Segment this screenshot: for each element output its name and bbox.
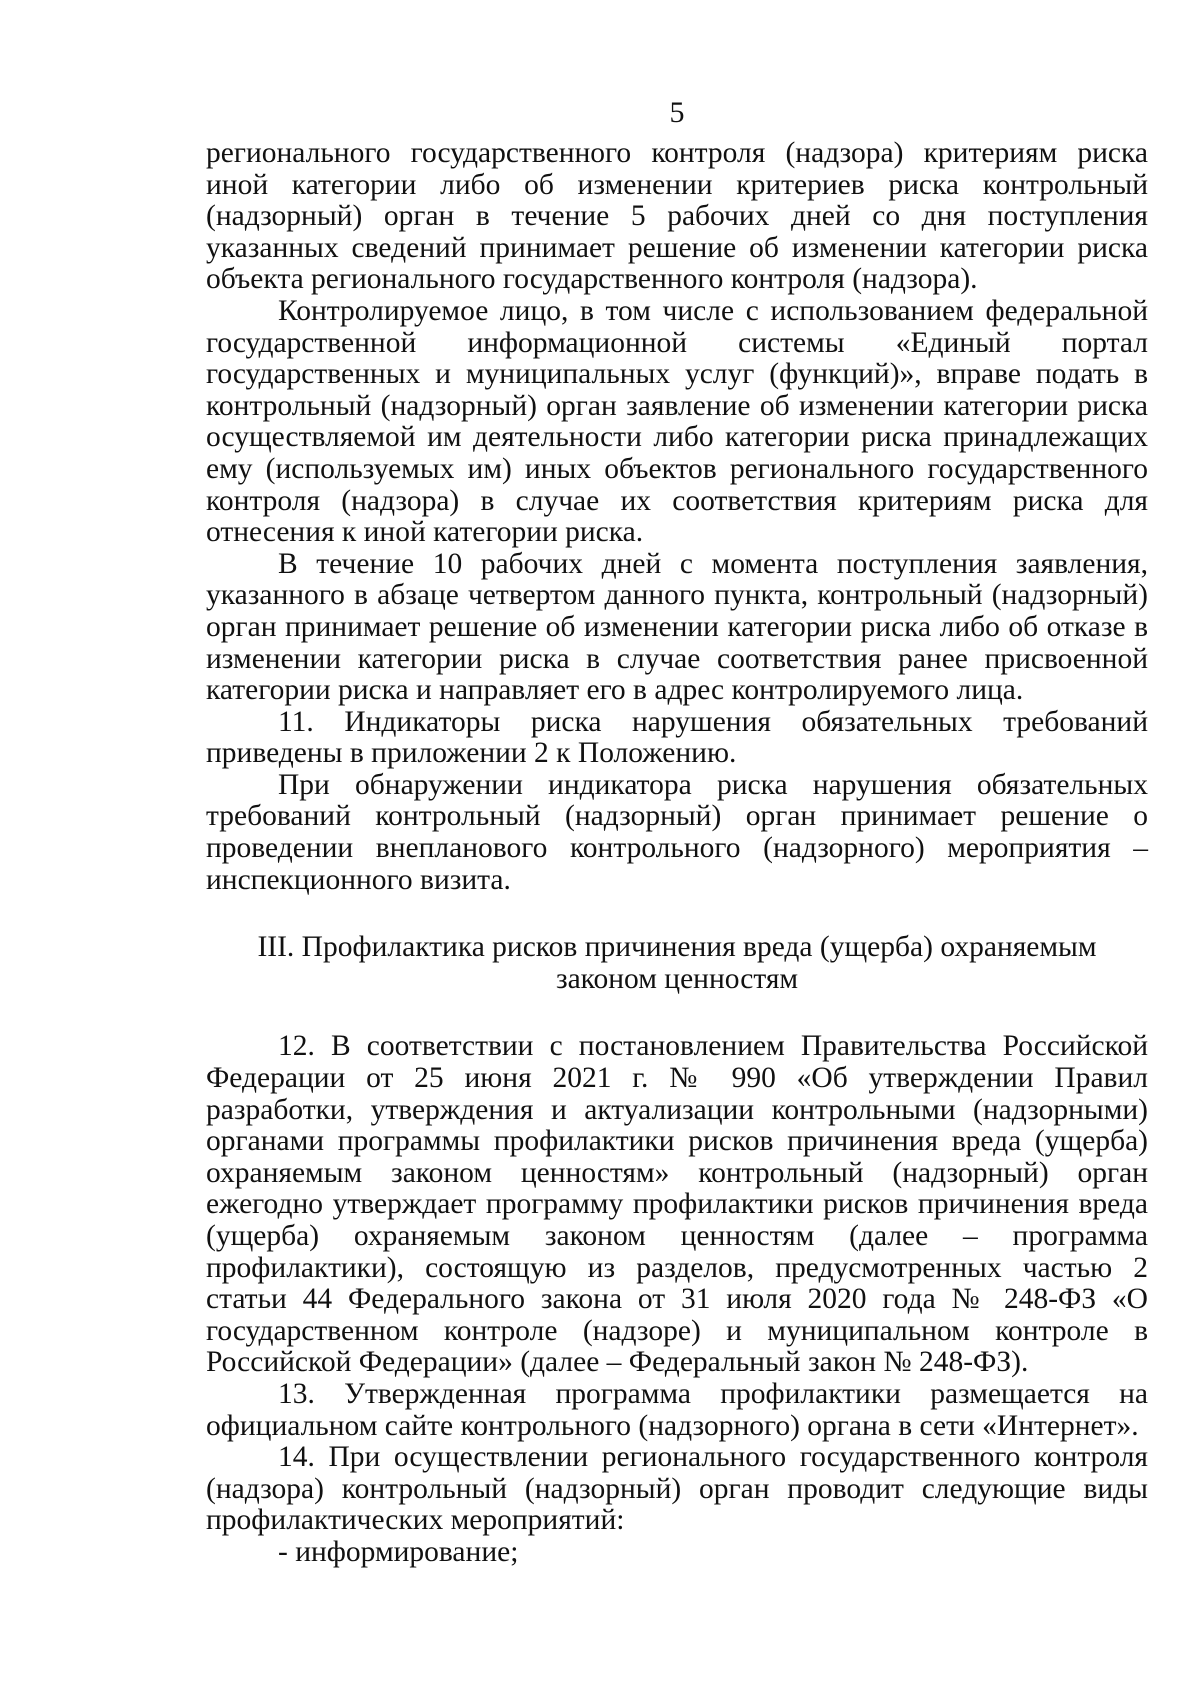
paragraph-14-measures: 14. При осуществлении регионального государственного контроля (надзора) контрольный (надзорный) орган проводит следующие виды профилактических мероприятий: xyxy=(206,1441,1148,1537)
section-heading-iii: III. Профилактика рисков причинения вреда (ущерба) охраняемым законом ценностям xyxy=(257,931,1097,995)
list-item-informing: - информирование; xyxy=(278,1535,519,1568)
page-number: 5 xyxy=(669,96,685,129)
paragraph-indicator-detection: При обнаружении индикатора риска нарушения обязательных требований контрольный (надзорный) орган принимает решение о проведении внепланового контрольного (надзорного) мероприятия – инспекционного визита. xyxy=(206,768,1148,896)
document-body xyxy=(206,138,1148,1569)
paragraph-11-indicators: 11. Индикаторы риска нарушения обязательных требований приведены в приложении 2 к Положению. xyxy=(206,705,1148,770)
paragraph-13-publication: 13. Утвержденная программа профилактики размещается на официальном сайте контрольного (надзорного) органа в сети «Интернет». xyxy=(206,1377,1148,1442)
paragraph-12-program: 12. В соответствии с постановлением Правительства Российской Федерации от 25 июня 2021 г. № 990 «Об утверждении Правил разработки, утверждения и актуализации контрольными (надзорными) органами программы профилактики рисков причинения вреда (ущерба) охраняемым законом ценностям» контрольный (надзорный) орган ежегодно утверждает программу профилактики рисков причинения вреда (ущерба) охраняемым законом ценностям (далее – программа профилактики), состоящую из разделов, предусмотренных частью 2 статьи 44 Федерального закона от 31 июля 2020 года № 248-ФЗ «О государственном контроле (надзоре) и муниципальном контроле в Российской Федерации» (далее – Федеральный закон № 248-ФЗ). xyxy=(206,1030,1148,1379)
paragraph-ten-days: В течение 10 рабочих дней с момента поступления заявления, указанного в абзаце четвертом данного пункта, контрольный (надзорный) орган принимает решение об изменении категории риска либо об отказе в изменении категории риска в случае соответствия ранее присвоенной категории риска и направляет его в адрес контролируемого лица. xyxy=(206,547,1148,707)
paragraph-continuation: регионального государственного контроля (надзора) критериям риска иной категории либо об изменении критериев риска контрольный (надзорный) орган в течение 5 рабочих дней со дня поступления указанных сведений принимает решение об изменении категории риска объекта регионального государственного контроля (надзора). xyxy=(206,137,1148,296)
paragraph-controlled-person: Контролируемое лицо, в том числе с использованием федеральной государственной информационной системы «Единый портал государственных и муниципальных услуг (функций)», вправе подать в контрольный (надзорный) орган заявление об изменении категории риска осуществляемой им деятельности либо категории риска принадлежащих ему (используемых им) иных объектов регионального государственного контроля (надзора) в случае их соответствия критериям риска для отнесения к иной категории риска. xyxy=(206,294,1148,549)
